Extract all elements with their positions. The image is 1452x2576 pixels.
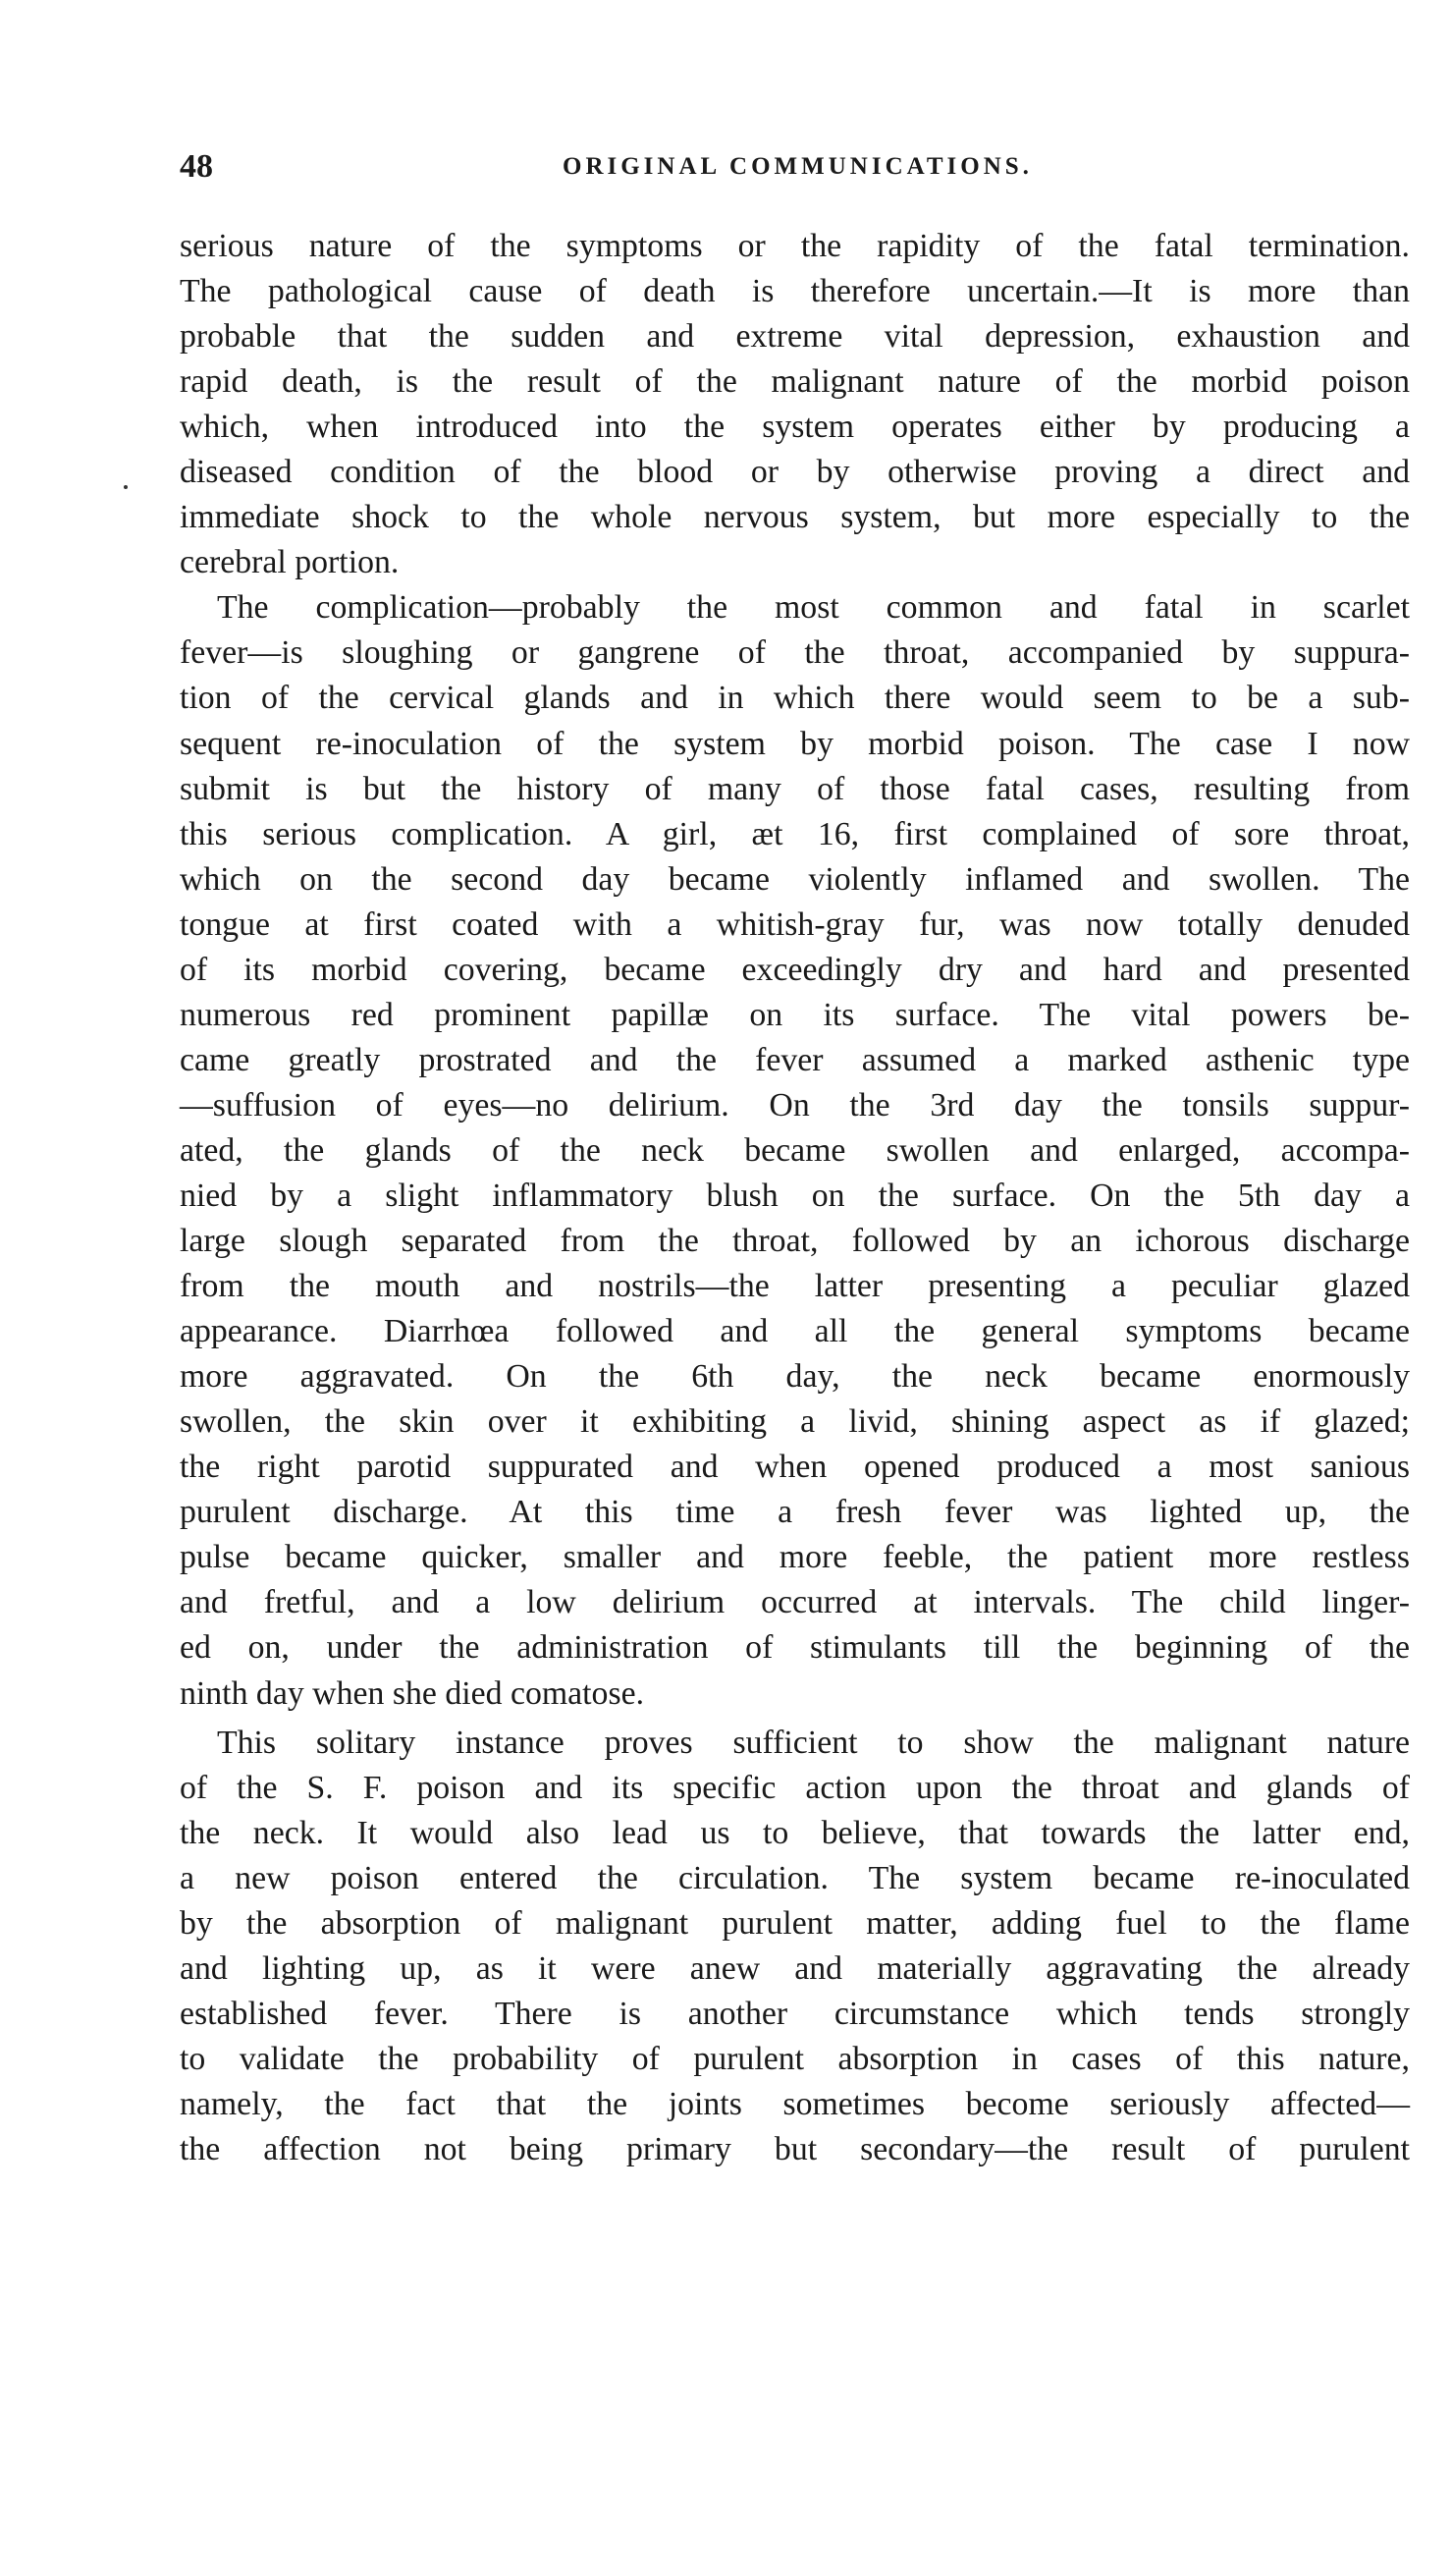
text-line: diseased condition of the blood or by otherwise proving a direct and [180,454,1410,491]
text-line: fever—is sloughing or gangrene of the throat, accompanied by suppura- [180,634,1410,672]
text-line: of its morbid covering, became exceedingly dry and hard and presented [180,951,1410,988]
text-line: tongue at first coated with a whitish-gray fur, was now totally denuded [180,905,1410,943]
text-line: which, when introduced into the system operates either by producing a [180,409,1410,446]
text-line: and lighting up, as it were anew and materially aggravating the already [180,1949,1410,1987]
text-line: appearance. Diarrhœa followed and all the general symptoms became [180,1313,1410,1350]
text-line: ated, the glands of the neck became swollen and enlarged, accompa- [180,1131,1410,1169]
text-line: This solitary instance proves sufficient to show the malignant nature [217,1724,1410,1761]
text-line: a new poison entered the circulation. The system became re-inoculated [180,1859,1410,1896]
text-line: numerous red prominent papillæ on its surface. The vital powers be- [180,996,1410,1033]
text-line: of the S. F. poison and its specific action upon the throat and glands of [180,1769,1410,1806]
text-line: the right parotid suppurated and when opened produced a most sanious [180,1449,1410,1486]
text-line: —suffusion of eyes—no delirium. On the 3rd day the tonsils suppur- [180,1086,1410,1124]
text-line: probable that the sudden and extreme vital depression, exhaustion and [180,318,1410,356]
margin-mark [124,485,128,489]
text-line: the neck. It would also lead us to believe, that towards the latter end, [180,1814,1410,1851]
text-line: large slough separated from the throat, followed by an ichorous discharge [180,1223,1410,1260]
text-line: and fretful, and a low delirium occurred at intervals. The child linger- [180,1584,1410,1621]
text-line: immediate shock to the whole nervous system, but more especially to the [180,499,1410,536]
text-line: by the absorption of malignant purulent matter, adding fuel to the flame [180,1904,1410,1942]
page-number: 48 [180,148,213,185]
text-line: purulent discharge. At this time a fresh fever was lighted up, the [180,1494,1410,1531]
text-line: to validate the probability of purulent absorption in cases of this nature, [180,2040,1410,2077]
text-line: the affection not being primary but secondary—the result of purulent [180,2130,1410,2167]
text-line: The complication—probably the most common and fatal in scarlet [217,589,1410,627]
text-line: established fever. There is another circumstance which tends strongly [180,1995,1410,2032]
text-line: rapid death, is the result of the malignant nature of the morbid poison [180,363,1410,401]
text-line: The pathological cause of death is therefore uncertain.—It is more than [180,273,1410,310]
text-line: swollen, the skin over it exhibiting a livid, shining aspect as if glazed; [180,1403,1410,1441]
running-head: ORIGINAL COMMUNICATIONS. [563,153,1033,180]
text-line: this serious complication. A girl, æt 16, first complained of sore throat, [180,815,1410,852]
text-line: nied by a slight inflammatory blush on the surface. On the 5th day a [180,1177,1410,1214]
text-line: sequent re-inoculation of the system by morbid poison. The case I now [180,725,1410,762]
text-line: ninth day when she died comatose. [180,1674,645,1712]
text-line: pulse became quicker, smaller and more feeble, the patient more restless [180,1539,1410,1576]
text-line: more aggravated. On the 6th day, the neck became enormously [180,1358,1410,1396]
text-line: which on the second day became violently inflamed and swollen. The [180,860,1410,898]
body-text [180,224,1410,2172]
text-line: from the mouth and nostrils—the latter presenting a peculiar glazed [180,1268,1410,1305]
page-header [180,147,1410,187]
text-line: serious nature of the symptoms or the rapidity of the fatal termination. [180,228,1410,264]
text-line: cerebral portion. [180,544,400,581]
text-line: ed on, under the administration of stimulants till the beginning of the [180,1629,1410,1667]
text-line: namely, the fact that the joints sometimes become seriously affected— [180,2085,1410,2122]
text-line: submit is but the history of many of those fatal cases, resulting from [180,770,1410,807]
text-line: came greatly prostrated and the fever assumed a marked asthenic type [180,1041,1410,1078]
text-line: tion of the cervical glands and in which there would seem to be a sub- [180,680,1410,717]
